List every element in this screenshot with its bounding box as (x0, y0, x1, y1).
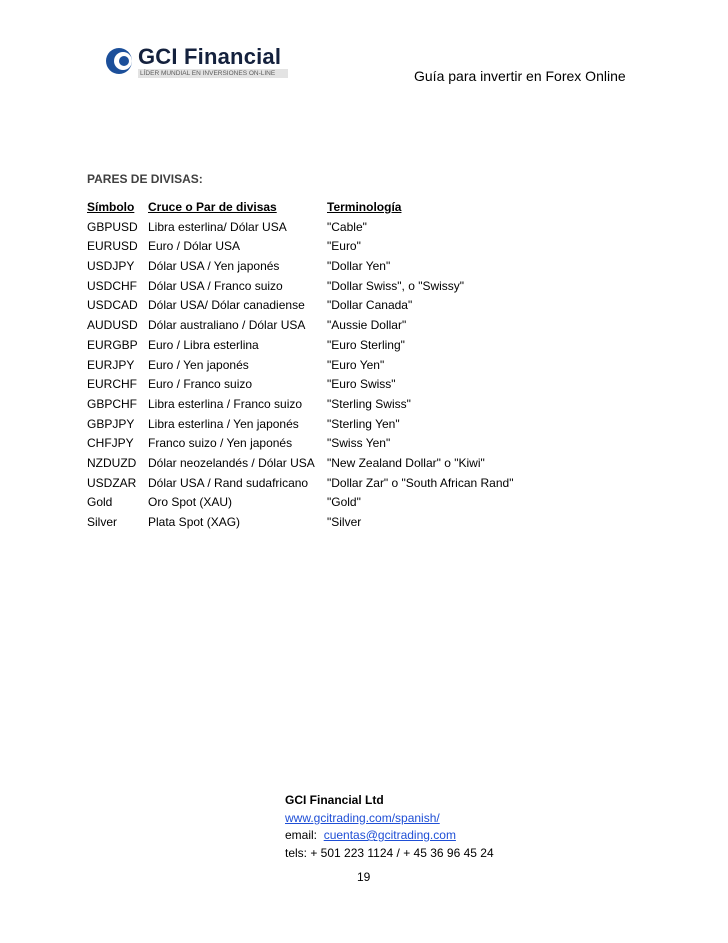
cell-pair: Dólar USA/ Dólar canadiense (148, 298, 305, 313)
cell-pair: Libra esterlina / Yen japonés (148, 416, 299, 431)
cell-terminology: "Sterling Yen" (327, 416, 400, 431)
cell-pair: Dólar USA / Yen japonés (148, 259, 280, 274)
header-symbol: Símbolo (87, 200, 135, 214)
gci-logo-icon (104, 46, 134, 76)
cell-symbol: CHFJPY (87, 436, 134, 451)
cell-symbol: EURGBP (87, 337, 138, 352)
footer-contact (285, 792, 494, 862)
phone-line: tels: + 501 223 1124 / + 45 36 96 45 24 (285, 845, 494, 860)
cell-pair: Libra esterlina/ Dólar USA (148, 219, 287, 234)
cell-pair: Euro / Libra esterlina (148, 337, 259, 352)
cell-pair: Oro Spot (XAU) (148, 495, 233, 510)
cell-symbol: USDJPY (87, 259, 135, 274)
cell-terminology: "Sterling Swiss" (327, 396, 411, 411)
cell-symbol: GBPUSD (87, 219, 138, 234)
cell-symbol: GBPCHF (87, 396, 138, 411)
cell-terminology: "Euro Sterling" (327, 337, 405, 352)
cell-terminology: "Euro" (327, 239, 361, 254)
cell-symbol: AUDUSD (87, 318, 138, 333)
document-title: Guía para invertir en Forex Online (414, 68, 626, 84)
cell-pair: Dólar neozelandés / Dólar USA (148, 455, 315, 470)
cell-symbol: USDCAD (87, 298, 138, 313)
cell-terminology: "Gold" (327, 495, 361, 510)
header-pair: Cruce o Par de divisas (148, 200, 277, 214)
cell-pair: Euro / Yen japonés (148, 357, 249, 372)
logo-name: GCI Financial (138, 44, 282, 69)
cell-terminology: "New Zealand Dollar" o "Kiwi" (327, 455, 485, 470)
cell-terminology: "Cable" (327, 219, 367, 234)
cell-terminology: "Dollar Swiss", o "Swissy" (327, 278, 465, 293)
cell-pair: Franco suizo / Yen japonés (148, 436, 293, 451)
email-link[interactable]: cuentas@gcitrading.com (323, 828, 456, 842)
website-link[interactable]: www.gcitrading.com/spanish/ (285, 810, 440, 825)
cell-terminology: "Euro Yen" (327, 357, 385, 372)
cell-symbol: EURUSD (87, 239, 138, 254)
cell-terminology: "Aussie Dollar" (327, 318, 407, 333)
cell-pair: Dólar USA / Franco suizo (148, 278, 283, 293)
footer-company: GCI Financial Ltd (285, 793, 384, 807)
cell-symbol: NZDUZD (87, 455, 137, 470)
cell-pair: Plata Spot (XAG) (148, 515, 241, 529)
cell-symbol: USDZAR (87, 475, 137, 490)
cell-pair: Euro / Franco suizo (148, 377, 253, 392)
cell-symbol: GBPJPY (87, 416, 135, 431)
cell-symbol: Gold (87, 495, 113, 510)
cell-symbol: USDCHF (87, 278, 137, 293)
cell-symbol: Silver (87, 515, 118, 529)
company-logo (104, 42, 294, 84)
cell-terminology: "Euro Swiss" (327, 377, 396, 392)
cell-terminology: "Swiss Yen" (327, 436, 391, 451)
cell-terminology: "Silver (327, 515, 362, 529)
cell-symbol: EURJPY (87, 357, 135, 372)
logo-tagline: LÍDER MUNDIAL EN INVERSIONES ON-LINE (138, 69, 288, 78)
header-terminology: Terminología (327, 200, 402, 214)
section-title: PARES DE DIVISAS: (87, 172, 203, 186)
cell-terminology: "Dollar Canada" (327, 298, 413, 313)
cell-pair: Dólar australiano / Dólar USA (148, 318, 306, 333)
cell-pair: Euro / Dólar USA (148, 239, 241, 254)
cell-pair: Dólar USA / Rand sudafricano (148, 475, 309, 490)
page-number: 19 (357, 870, 371, 884)
email-line (285, 827, 494, 845)
cell-terminology: "Dollar Yen" (327, 259, 391, 274)
cell-symbol: EURCHF (87, 377, 137, 392)
email-label: email: (285, 828, 318, 842)
cell-terminology: "Dollar Zar" o "South African Rand" (327, 475, 514, 490)
cell-pair: Libra esterlina / Franco suizo (148, 396, 303, 411)
